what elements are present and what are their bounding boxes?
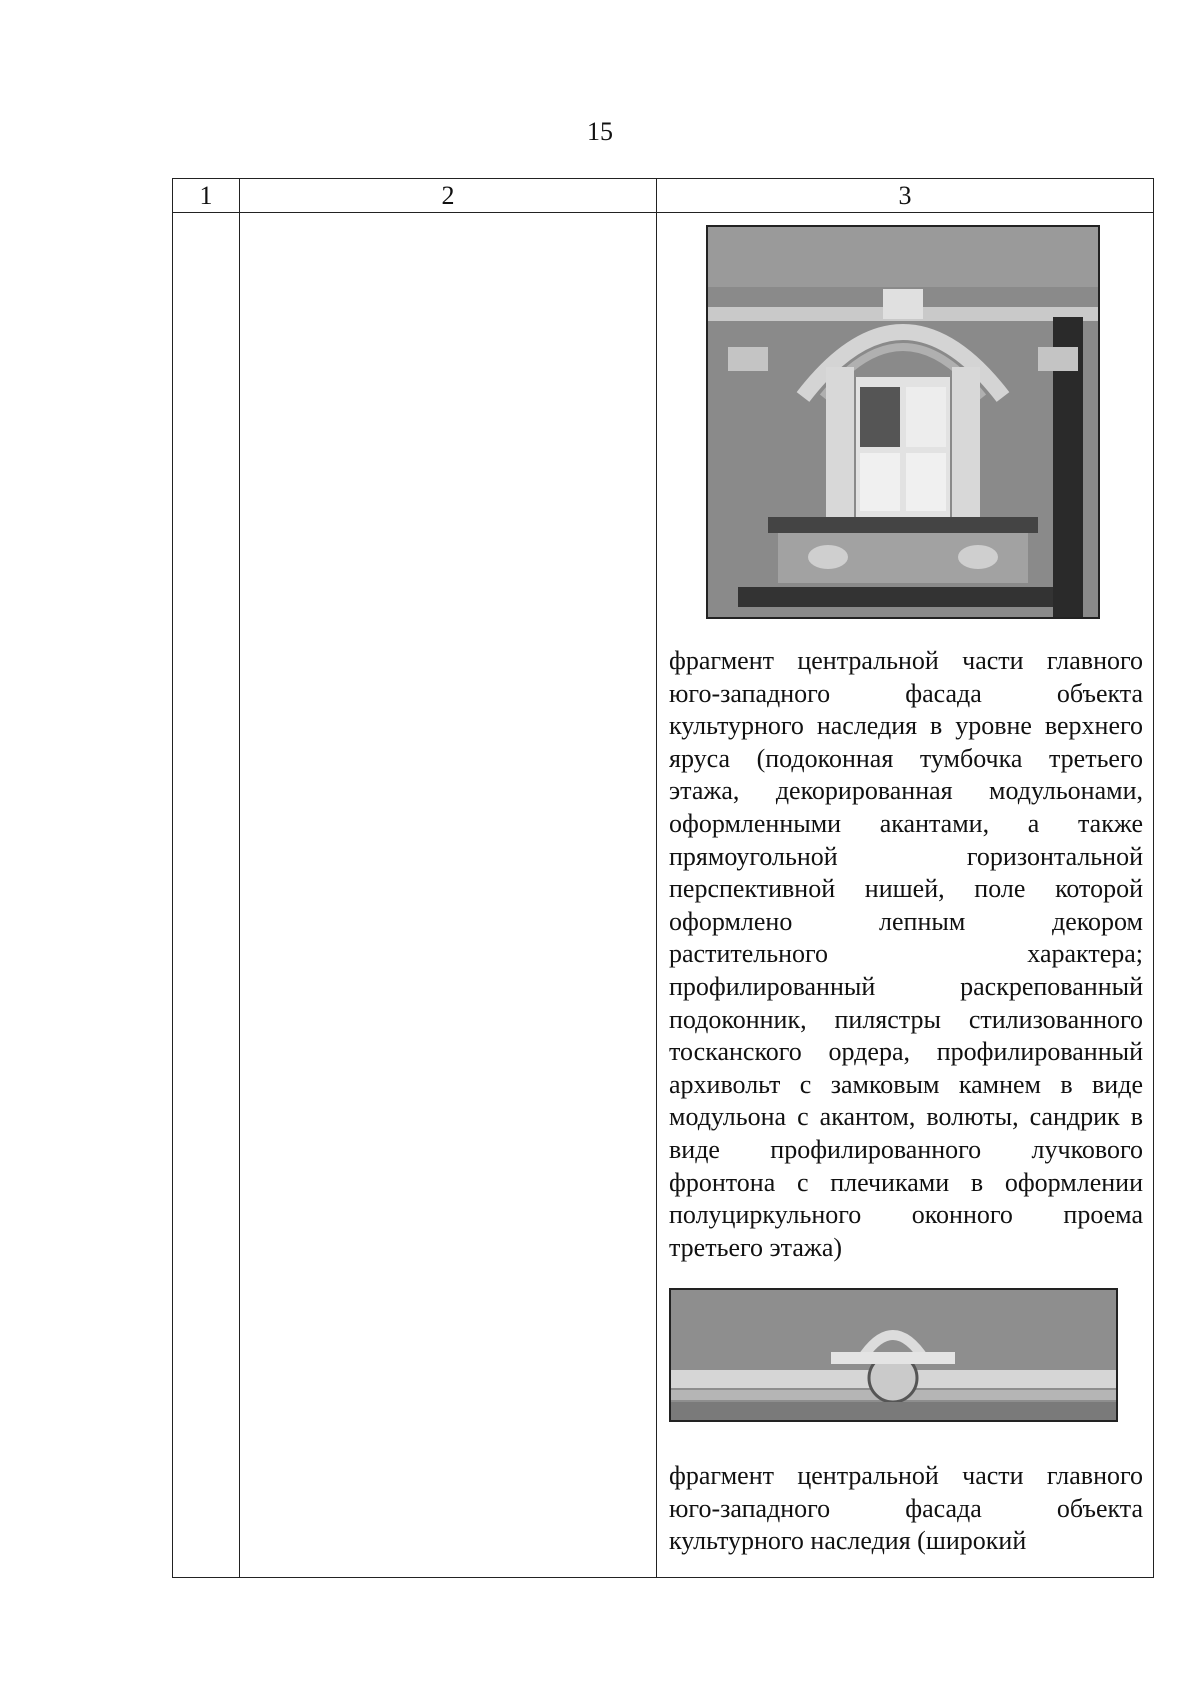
- header-col-1: 1: [173, 179, 240, 213]
- facade-window-photo: [706, 225, 1100, 619]
- photo-2-caption: фрагмент центральной части главного юго-западного фасада объекта культурного наследия (широкий: [669, 1461, 1143, 1556]
- facade-window-illustration: [708, 227, 1098, 617]
- table-header-row: [173, 179, 1154, 213]
- header-col-3: 3: [657, 179, 1154, 213]
- cornice-illustration: [671, 1290, 1116, 1420]
- row-cell-1: [173, 213, 240, 1578]
- cornice-detail-photo: [669, 1288, 1118, 1422]
- row-cell-3: [657, 213, 1154, 1578]
- page-number: 15: [587, 117, 613, 146]
- photo-1-caption: фрагмент центральной части главного юго-западного фасада объекта культурного наследия в уровне верхнего яруса (подоконная тумбочка третьего этажа, декорированная модульонами, оформленными акантами, а также прямоугольной горизонтальной перспективной нишей, поле которой оформлено лепным декором растительного характера; профилированный раскрепованный подоконник, пилястры стилизованного тосканского ордера, профилированный архивольт с замковым камнем в виде модульона с акантом, волюты, сандрик в виде профилированного лучкового фронтона с плечиками в оформлении полуциркульного оконного проема третьего этажа): [669, 646, 1143, 1262]
- table-row: [173, 213, 1154, 1578]
- header-col-2: 2: [240, 179, 657, 213]
- row-cell-2: [240, 213, 657, 1578]
- heritage-table: [172, 178, 1154, 1578]
